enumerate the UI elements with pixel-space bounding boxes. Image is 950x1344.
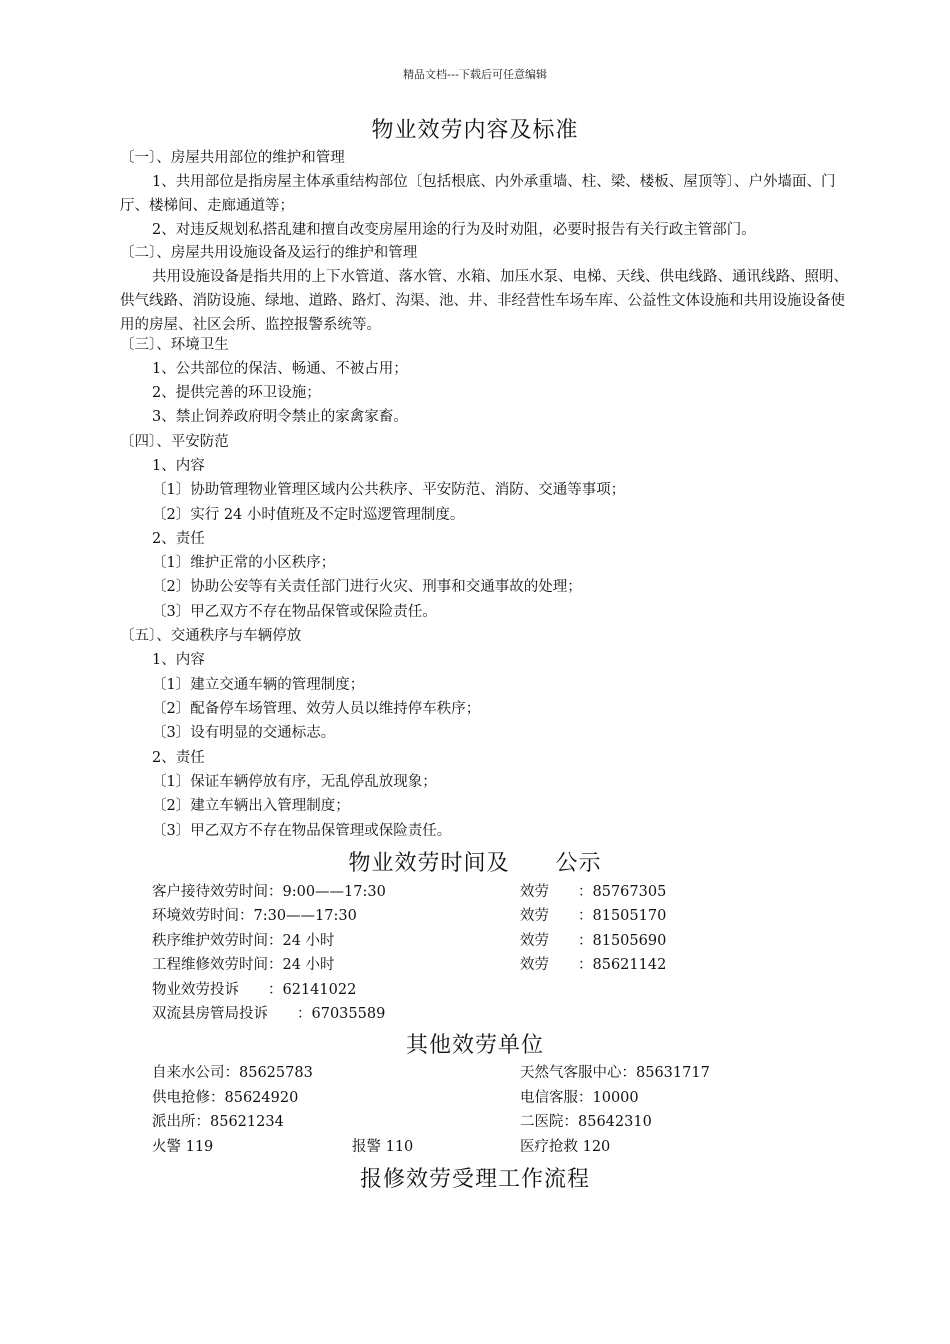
sub-heading: 1、内容	[152, 652, 205, 668]
service-time-title: 物业效劳时间及 公示	[348, 851, 602, 876]
section-heading-1: 〔一〕、房屋共用部位的维护和管理	[120, 150, 345, 166]
contact-item: 电信客服：10000	[520, 1090, 639, 1106]
service-time-row: 客户接待效劳时间：9:00——17:30	[152, 884, 386, 900]
section-heading-4: 〔四〕、平安防范	[120, 434, 229, 450]
contact-item: 自来水公司：85625783	[152, 1065, 313, 1081]
list-item: 〔1〕协助管理物业管理区域内公共秩序、平安防范、消防、交通等事项；	[152, 482, 626, 498]
emergency-medical: 医疗抢救 120	[520, 1139, 611, 1155]
service-time-row: 环境效劳时间：7:30——17:30	[152, 908, 357, 924]
section-heading-2: 〔二〕、房屋共用设施设备及运行的维护和管理	[120, 245, 418, 261]
list-item: 〔2〕实行 24 小时值班及不定时巡逻管理制度。	[152, 507, 465, 523]
list-item: 〔1〕保证车辆停放有序，无乱停乱放现象；	[152, 774, 437, 790]
sub-heading: 2、责任	[152, 750, 205, 766]
contact-item: 天然气客服中心：85631717	[520, 1065, 710, 1081]
sub-heading: 2、责任	[152, 531, 205, 547]
emergency-police: 报警 110	[352, 1139, 414, 1155]
list-item: 3、禁止饲养政府明令禁止的家禽家畜。	[152, 409, 408, 425]
complaint-line: 双流县房管局投诉 ：67035589	[152, 1006, 386, 1022]
phone-label: 效劳	[520, 933, 549, 949]
complaint-line: 物业效劳投诉 ：62141022	[152, 982, 357, 998]
section-heading-3: 〔三〕、环境卫生	[120, 337, 229, 353]
phone-label: 效劳	[520, 884, 549, 900]
paragraph: 2、对违反规划私搭乱建和擅自改变房屋用途的行为及时劝阻，必要时报告有关行政主管部门。	[152, 222, 756, 238]
paragraph: 1、共用部位是指房屋主体承重结构部位〔包括根底、内外承重墙、柱、梁、楼板、屋顶等〕、户外墙面、门厅、楼梯间、走廊通道等；	[120, 174, 836, 214]
list-item: 〔2〕建立车辆出入管理制度；	[152, 798, 350, 814]
list-item: 〔3〕甲乙双方不存在物品保管或保险责任。	[152, 604, 437, 620]
service-time-row: 秩序维护效劳时间：24 小时	[152, 933, 335, 949]
list-item: 〔3〕设有明显的交通标志。	[152, 725, 336, 741]
list-item: 〔1〕维护正常的小区秩序；	[152, 555, 336, 571]
other-units-title: 其他效劳单位	[405, 1033, 544, 1058]
sub-heading: 1、内容	[152, 458, 205, 474]
contact-item: 派出所：85621234	[152, 1114, 284, 1130]
page-title: 物业效劳内容及标准	[371, 118, 579, 143]
phone-number: ：81505170	[578, 908, 667, 924]
phone-number: ：81505690	[578, 933, 667, 949]
phone-number: ：85767305	[578, 884, 667, 900]
list-item: 〔1〕建立交通车辆的管理制度；	[152, 677, 365, 693]
section-heading-5: 〔五〕、交通秩序与车辆停放	[120, 628, 302, 644]
header-note: 精品文档---下载后可任意编辑	[403, 68, 547, 81]
phone-label: 效劳	[520, 908, 549, 924]
emergency-fire: 火警 119	[152, 1139, 214, 1155]
service-time-row: 工程维修效劳时间：24 小时	[152, 957, 335, 973]
phone-number: ：85621142	[578, 957, 667, 973]
list-item: 〔3〕甲乙双方不存在物品保管理或保险责任。	[152, 823, 452, 839]
contact-item: 二医院：85642310	[520, 1114, 652, 1130]
phone-label: 效劳	[520, 957, 549, 973]
list-item: 〔2〕配备停车场管理、效劳人员以维持停车秩序；	[152, 701, 481, 717]
list-item: 1、公共部位的保洁、畅通、不被占用；	[152, 361, 408, 377]
paragraph: 共用设施设备是指共用的上下水管道、落水管、水箱、加压水泵、电梯、天线、供电线路、通讯线路、照明、供气线路、消防设施、绿地、道路、路灯、沟渠、池、井、非经营性车场车库、公益性文体设施和共用设施设备使用的房屋、社区会所、监控报警系统等。	[120, 269, 848, 333]
list-item: 〔2〕协助公安等有关责任部门进行火灾、刑事和交通事故的处理；	[152, 579, 582, 595]
repair-process-title: 报修效劳受理工作流程	[359, 1167, 590, 1192]
list-item: 2、提供完善的环卫设施；	[152, 385, 321, 401]
contact-item: 供电抢修：85624920	[152, 1090, 299, 1106]
